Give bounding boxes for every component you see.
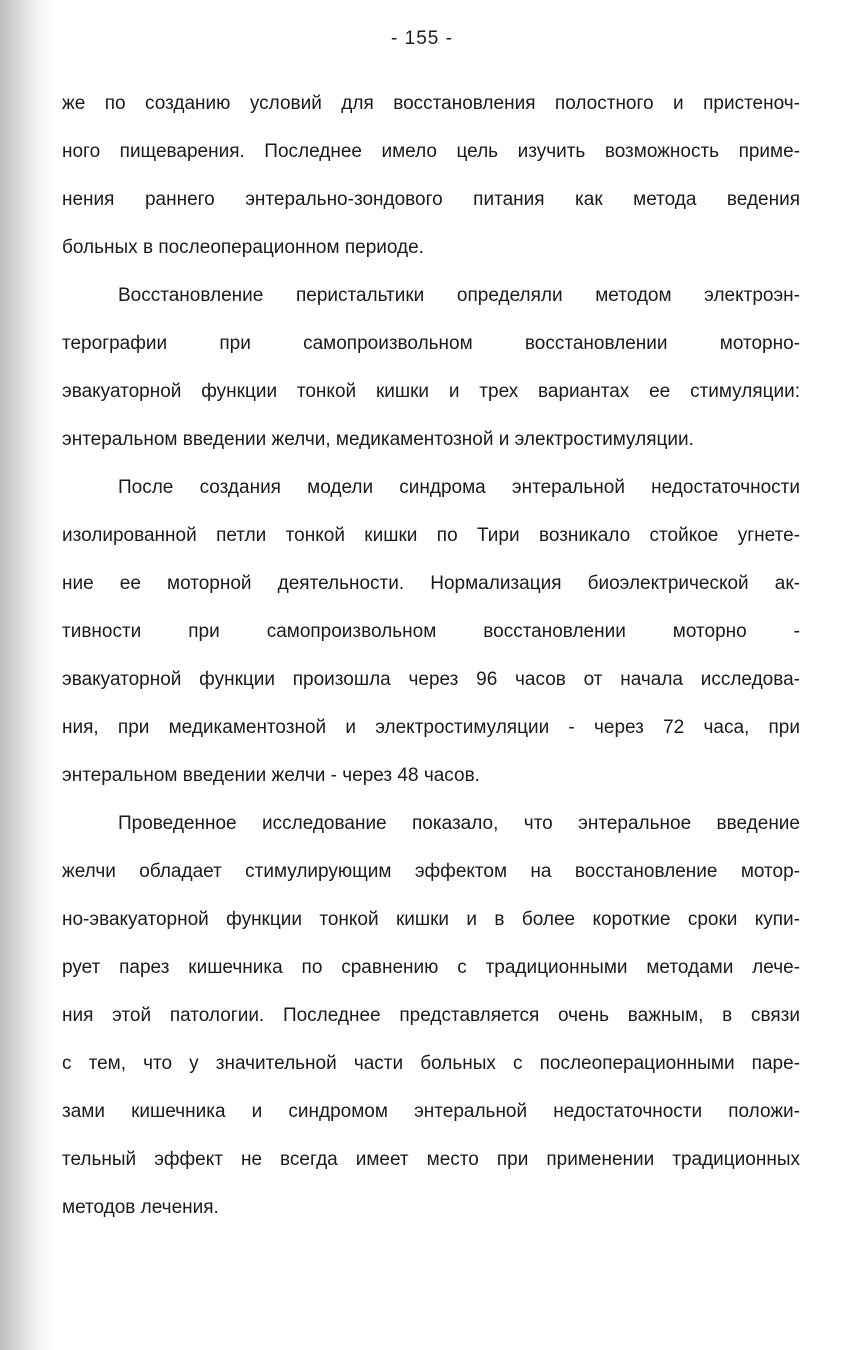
- text-line: больных в послеоперационном периоде.: [62, 237, 424, 258]
- paragraph-1: [62, 80, 800, 272]
- text-line: но-эвакуаторной функции тонкой кишки и в более короткие сроки купи-: [62, 909, 800, 930]
- text-line: рует парез кишечника по сравнению с традиционными методами лече-: [62, 957, 800, 978]
- text-line: энтеральном введении желчи - через 48 часов.: [62, 765, 480, 786]
- body-text: [62, 80, 800, 1232]
- text-line: эвакуаторной функции произошла через 96 часов от начала исследова-: [62, 669, 800, 690]
- text-line: ния этой патологии. Последнее представляется очень важным, в связи: [62, 1005, 800, 1026]
- text-line: зами кишечника и синдромом энтеральной недостаточности положи-: [62, 1101, 800, 1122]
- text-line: желчи обладает стимулирующим эффектом на восстановление мотор-: [62, 861, 800, 882]
- text-line: с тем, что у значительной части больных с послеоперационными паре-: [62, 1053, 800, 1074]
- text-line: ние ее моторной деятельности. Нормализация биоэлектрической ак-: [62, 573, 800, 594]
- text-line: изолированной петли тонкой кишки по Тири возникало стойкое угнете-: [62, 525, 800, 546]
- paragraph-3: [62, 464, 800, 800]
- text-line: методов лечения.: [62, 1197, 219, 1218]
- paragraph-2: [62, 272, 800, 464]
- paragraph-4: [62, 800, 800, 1232]
- text-line: нения раннего энтерально-зондового питания как метода ведения: [62, 189, 800, 210]
- text-line: ного пищеварения. Последнее имело цель изучить возможность приме-: [62, 141, 800, 162]
- text-line: После создания модели синдрома энтеральной недостаточности: [118, 477, 800, 498]
- text-line: Восстановление перистальтики определяли методом электроэн-: [118, 285, 800, 306]
- text-line: энтеральном введении желчи, медикаментозной и электростимуляции.: [62, 429, 694, 450]
- text-line: терографии при самопроизвольном восстановлении моторно-: [62, 333, 800, 354]
- page-number: - 155 -: [391, 28, 453, 49]
- text-line: эвакуаторной функции тонкой кишки и трех вариантах ее стимуляции:: [62, 381, 800, 402]
- binding-shadow: [0, 0, 52, 1350]
- text-line: тивности при самопроизвольном восстановлении моторно -: [62, 621, 800, 642]
- text-line: тельный эффект не всегда имеет место при применении традиционных: [62, 1149, 800, 1170]
- text-line: Проведенное исследование показало, что энтеральное введение: [118, 813, 800, 834]
- text-line: ния, при медикаментозной и электростимуляции - через 72 часа, при: [62, 717, 800, 738]
- text-line: же по созданию условий для восстановления полостного и пристеноч-: [62, 93, 800, 114]
